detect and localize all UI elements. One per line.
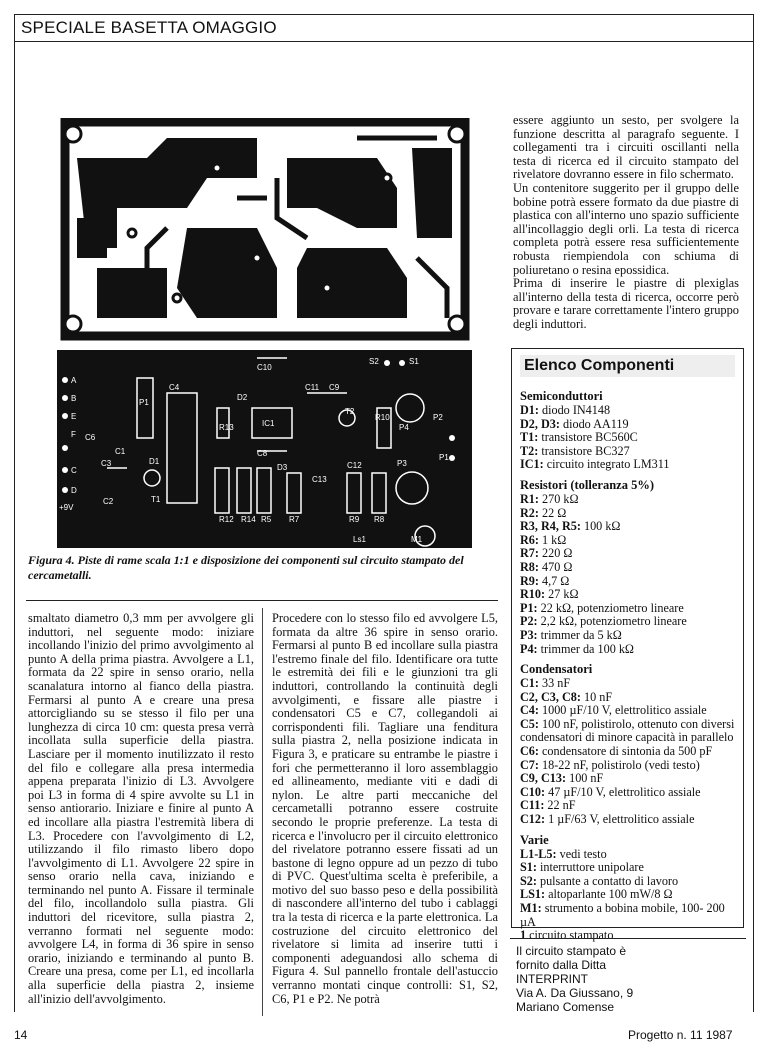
- component-ref: M1:: [520, 901, 542, 915]
- components-groups: [520, 389, 735, 943]
- component-value: 10 nF: [583, 689, 613, 704]
- component-item: [520, 575, 735, 589]
- component-item: [520, 534, 735, 548]
- label-m1: M1: [411, 535, 423, 544]
- label-r10: R10: [375, 413, 390, 422]
- label-r7: R7: [289, 515, 300, 524]
- pin-a: A: [71, 376, 77, 385]
- caption-rule: [26, 600, 498, 601]
- header-title: SPECIALE BASETTA OMAGGIO: [21, 18, 277, 37]
- component-item: [520, 404, 735, 418]
- component-item: [520, 561, 735, 575]
- column-3-paragraph: Prima di inserire le piastre di plexiglas all'interno della testa di ricerca, occorre però provare e tarare correttamente l'intero gruppo degli induttori.: [513, 276, 739, 331]
- component-value: strumento a bobina mobile, 100- 200 µA: [520, 901, 725, 929]
- component-item: [520, 418, 735, 432]
- label-c6: C6: [85, 433, 96, 442]
- component-ref: D2, D3:: [520, 416, 560, 431]
- figure-caption: Figura 4. Piste di rame scala 1:1 e disposizione dei componenti sul circuito stampato del cercametalli.: [28, 553, 464, 582]
- component-value: 4,7 Ω: [542, 573, 570, 588]
- label-c2: C2: [103, 497, 114, 506]
- note-line: Mariano Comense: [516, 1000, 615, 1014]
- component-value: trimmer da 5 kΩ: [540, 627, 622, 642]
- component-value: pulsante a contatto di lavoro: [539, 873, 679, 888]
- label-t2: T2: [345, 407, 355, 416]
- label-r13: R13: [219, 423, 234, 432]
- component-item: [520, 431, 735, 445]
- supplier-note: [516, 944, 746, 1014]
- component-value: diodo AA119: [563, 416, 629, 431]
- label-c13: C13: [312, 475, 327, 484]
- label-d2: D2: [237, 393, 248, 402]
- component-ref: R9:: [520, 573, 539, 588]
- note-line: Via A. Da Giussano, 9: [516, 986, 634, 1000]
- component-value: 100 nF, polistirolo, ottenuto con diversi condensatori di minore capacità in parallelo: [520, 716, 735, 745]
- pin-c: C: [71, 466, 77, 475]
- column-3-paragraph: Un contenitore suggerito per il gruppo delle bobine potrà essere formato da due piastre di plastica con all'interno uno spazio sufficiente all'incollaggio degli orli. La testa di ricerca completa potrà essere resa sufficientemente robusta riempiendola con schiuma di poliuretano o resina epossidica.: [513, 180, 739, 277]
- note-line: fornito dalla Ditta: [516, 958, 607, 972]
- component-ref: R2:: [520, 505, 539, 520]
- component-value: 220 Ω: [542, 546, 573, 561]
- component-layout: [57, 350, 472, 548]
- component-value: 270 kΩ: [542, 491, 579, 506]
- component-value: 22 Ω: [542, 505, 567, 520]
- label-c9: C9: [329, 383, 340, 392]
- component-group-title: Varie: [520, 832, 549, 847]
- component-value: interruttore unipolare: [539, 860, 644, 875]
- component-item: [520, 629, 735, 643]
- component-ref: T2:: [520, 443, 539, 458]
- component-item: [520, 547, 735, 561]
- page-number: 14: [14, 1028, 28, 1042]
- pin-b: B: [71, 394, 77, 403]
- column-3-paragraph: essere aggiunto un sesto, per svolgere la funzione descritta al paragrafo seguente. I collegamenti tra i circuiti oscillanti nella testa di ricerca ed il circuito stampato del rivelatore dovranno essere in filo schermato.: [513, 113, 739, 182]
- label-p4: P4: [399, 423, 409, 432]
- label-c8: C8: [257, 449, 268, 458]
- component-ref: C11:: [520, 798, 545, 813]
- component-item: [520, 718, 735, 745]
- component-group-title: Resistori (tolleranza 5%): [520, 477, 654, 492]
- component-item: [520, 745, 735, 759]
- component-value: vedi testo: [559, 846, 607, 861]
- pcb-figure: [57, 118, 472, 548]
- component-value: 1 µF/63 V, elettrolitico assiale: [548, 812, 695, 827]
- component-ref: C12:: [520, 812, 546, 827]
- component-value: 27 kΩ: [548, 587, 579, 602]
- pin-e: E: [71, 412, 77, 421]
- component-ref: C5:: [520, 716, 539, 731]
- component-ref: T1:: [520, 430, 539, 445]
- component-ref: C1:: [520, 676, 539, 691]
- label-c11: C11: [305, 383, 320, 392]
- component-item: [520, 704, 735, 718]
- component-ref: S1:: [520, 860, 537, 875]
- pin-f: F: [71, 430, 76, 439]
- component-value: 1000 µF/10 V, elettrolitico assiale: [542, 703, 707, 718]
- component-ref: C7:: [520, 757, 539, 772]
- note-line: INTERPRINT: [516, 972, 588, 986]
- issue-label: Progetto n. 11 1987: [628, 1028, 733, 1042]
- component-ref: R10:: [520, 587, 546, 602]
- label-t1: T1: [151, 495, 161, 504]
- component-value: diodo IN4148: [542, 403, 611, 417]
- component-ref: S2:: [520, 873, 537, 888]
- component-value: transistore BC560C: [541, 430, 638, 445]
- component-item: [520, 848, 735, 862]
- label-p1: P1: [139, 398, 149, 407]
- label-p2: P2: [433, 413, 443, 422]
- note-line: Il circuito stampato è: [516, 944, 627, 958]
- note-rule: [510, 938, 746, 939]
- component-item: [520, 902, 735, 929]
- component-group-title: Semiconduttori: [520, 389, 603, 403]
- component-value: 18-22 nF, polistirolo (vedi testo): [542, 757, 700, 772]
- component-item: [520, 493, 735, 507]
- component-item: [520, 888, 735, 902]
- component-item: [520, 615, 735, 629]
- label-p3: P3: [397, 459, 407, 468]
- label-d3: D3: [277, 463, 288, 472]
- label-s2: S2: [369, 357, 379, 366]
- label-c10: C10: [257, 363, 272, 372]
- component-item: [520, 677, 735, 691]
- label-r14: R14: [241, 515, 256, 524]
- component-item: [520, 861, 735, 875]
- component-item: [520, 929, 735, 943]
- component-item: [520, 875, 735, 889]
- component-value: 22 nF: [547, 798, 576, 813]
- component-value: condensatore di sintonia da 500 pF: [542, 744, 713, 759]
- component-ref: LS1:: [520, 887, 546, 902]
- label-ic1: IC1: [262, 419, 275, 428]
- component-ref: R7:: [520, 546, 539, 561]
- label-ls1: Ls1: [353, 535, 366, 544]
- component-item: [520, 691, 735, 705]
- label-p1b: P1: [439, 453, 449, 462]
- component-ref: P2:: [520, 614, 538, 629]
- component-value: 22 kΩ, potenziometro lineare: [540, 600, 684, 615]
- component-item: [520, 520, 735, 534]
- component-value: circuito integrato LM311: [546, 457, 670, 472]
- component-item: [520, 799, 735, 813]
- component-ref: D1:: [520, 403, 539, 417]
- pin-d: D: [71, 486, 77, 495]
- component-value: 470 Ω: [542, 559, 573, 574]
- page-header: [14, 14, 754, 42]
- component-ref: R6:: [520, 532, 539, 547]
- component-value: altoparlante 100 mW/8 Ω: [548, 887, 673, 902]
- component-ref: C6:: [520, 744, 539, 759]
- component-ref: C2, C3, C8:: [520, 689, 581, 704]
- component-ref: P4:: [520, 641, 538, 656]
- label-c1: C1: [115, 447, 126, 456]
- copper-tracks: [57, 118, 472, 340]
- component-value: 100 nF: [569, 771, 604, 786]
- component-item: [520, 602, 735, 616]
- column-divider: [262, 608, 263, 1016]
- pin-9v: +9V: [59, 503, 74, 512]
- component-value: 1 kΩ: [542, 532, 567, 547]
- component-item: [520, 786, 735, 800]
- component-value: 47 µF/10 V, elettrolitico assiale: [548, 784, 701, 799]
- component-item: [520, 813, 735, 827]
- component-ref: R3, R4, R5:: [520, 519, 581, 534]
- component-ref: P1:: [520, 600, 538, 615]
- label-s1: S1: [409, 357, 419, 366]
- component-ref: P3:: [520, 627, 538, 642]
- column-2-text: Procedere con lo stesso filo ed avvolgere L5, formata da altre 36 spire in senso orario. Fermarsi al punto B ed incollare sulla piastra l'estremo finale del filo. Identificare ora tutte le estremità dei fili e le giunzioni tra gli induttori, controllando la continuità degli avvolgimenti, e fissare alle piastre i condensatori C5 e C7, collegandoli ai corrispondenti fili. Tagliare una fenditura sulla piastra 2, nella posizione indicata in Figura 3, e praticare su entrambe le piastre i fori che permetteranno il loro assemblaggio ed allineamento, mediante viti e dadi di nylon. Le altre parti meccaniche del cercametalli potranno essere costruite secondo le proprie preferenze. La testa di ricerca e l'involucro per il circuito elettronico del rivelatore potranno essere fissati ad un bastone di legno oppure ad un pezzo di tubo di PVC. Quest'ultima scelta è preferibile, a motivo del suo basso peso e della possibilità di nascondere all'interno del tubo i cablaggi tra la testa di ricerca e la parte elettronica. La costruzione del circuito elettronico del rivelatore si limita ad inserire tutti i componenti adeguandosi allo schema di Figura 4. Sul pannello frontale dell'astuccio verranno montati cinque controlli: S1, S2, C6, P1 e P2. Ne potrà: [272, 611, 498, 1006]
- component-ref: C4:: [520, 703, 539, 718]
- component-value: 2,2 kΩ, potenziometro lineare: [540, 614, 687, 629]
- component-value: 33 nF: [542, 676, 571, 691]
- component-ref: R8:: [520, 559, 539, 574]
- component-value: trimmer da 100 kΩ: [540, 641, 634, 656]
- component-value: circuito stampato: [529, 928, 614, 943]
- component-value: 100 kΩ: [583, 519, 621, 534]
- component-item: [520, 759, 735, 773]
- label-r9: R9: [349, 515, 360, 524]
- text-column-2: [272, 612, 498, 1006]
- component-ref: C10:: [520, 784, 546, 799]
- label-r12: R12: [219, 515, 234, 524]
- component-ref: 1: [520, 928, 527, 943]
- label-r8: R8: [374, 515, 385, 524]
- label-c3: C3: [101, 459, 112, 468]
- label-r5: R5: [261, 515, 272, 524]
- components-list-box: [511, 348, 744, 943]
- component-value: transistore BC327: [541, 443, 630, 458]
- component-item: [520, 445, 735, 459]
- component-ref: IC1:: [520, 457, 544, 472]
- component-ref: L1-L5:: [520, 846, 557, 861]
- components-title: Elenco Componenti: [520, 355, 735, 377]
- label-c4: C4: [169, 383, 180, 392]
- text-column-3: [513, 114, 739, 332]
- component-ref: C9, C13:: [520, 771, 567, 786]
- component-ref: R1:: [520, 491, 539, 506]
- component-item: [520, 772, 735, 786]
- component-item: [520, 507, 735, 521]
- component-group-title: Condensatori: [520, 662, 593, 677]
- component-item: [520, 588, 735, 602]
- label-d1: D1: [149, 457, 160, 466]
- label-c12: C12: [347, 461, 362, 470]
- component-item: [520, 643, 735, 657]
- column-1-text: smaltato diametro 0,3 mm per avvolgere gli induttori, nel seguente modo: iniziare incollando l'inizio del primo avvolgimento al punto A della prima piastra. Avvolgere a L1, formata da 22 spire in senso orario, nella scanalatura intorno al fianco della piastra. Fermarsi al punto A e creare una presa attorcigliando su se stesso il filo per una lunghezza di circa 10 cm: questa presa verrà incollata sulla superficie della piastra. Lasciare per il momento inutilizzato il resto del filo e collegare alla presa intermedia appena preparata l'inizio di L3. Avvolgere poi L3 in forma di 4 spire avvolte su L1 in senso antiorario. Iniziare e finire al punto A ed incollare alla piastra l'estremità libera di L3. Procedere con l'avvolgimento di L2, utilizzando il filo rimasto libero dopo l'avvolgimento di L1. Avvolgere 22 spire in senso orario nella cava, iniziando e terminando nel punto A. Fissare il terminale del filo, incollandolo sulla piastra. Gli induttori del ricevitore, sulla piastra 2, verranno formati nel seguente modo: avvolgere L4, in forma di 36 spire in senso orario, iniziando e terminando al punto B. Creare una presa, come per L1, ed incollarla alla superficie della piastra 2, insieme all'inizio dell'avvolgimento.: [28, 611, 254, 1006]
- text-column-1: [28, 612, 254, 1006]
- component-item: [520, 458, 735, 472]
